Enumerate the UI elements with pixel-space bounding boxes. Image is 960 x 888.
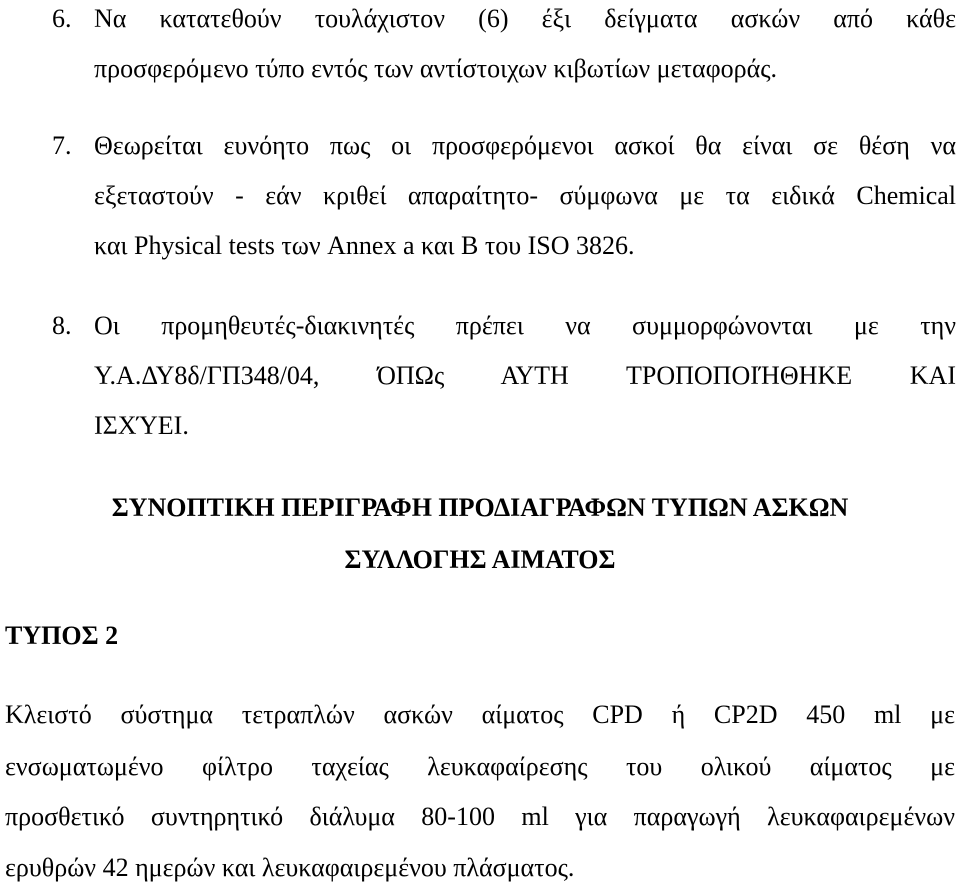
list-item-line: ΙΣΧΎΕΙ.: [94, 411, 189, 440]
list-item-number: 8.: [52, 311, 72, 340]
description-line: προσθετικό συντηρητικό διάλυμα 80-100 ml για παραγωγή λευκαφαιρεμένων: [5, 802, 955, 831]
type-title: ΤΥΠΟΣ 2: [5, 621, 119, 650]
list-item-number: 7.: [52, 131, 72, 160]
list-item-number: 6.: [52, 4, 72, 33]
list-item-line: Υ.Α.ΔΥ8δ/ΓΠ348/04, ΌΠΩς ΑΥΤΗ ΤΡΟΠΟΠΟΙΉΘΗΚΕ ΚΑΙ: [94, 361, 956, 390]
list-item-line: εξεταστούν - εάν κριθεί απαραίτητο- σύμφωνα με τα ειδικά Chemical: [94, 181, 956, 210]
list-item-line: προσφερόμενο τύπο εντός των αντίστοιχων κιβωτίων μεταφοράς.: [94, 54, 778, 83]
section-heading-line-1: ΣΥΝΟΠΤΙΚΗ ΠΕΡΙΓΡΑΦΗ ΠΡΟΔΙΑΓΡΑΦΩΝ ΤΥΠΩΝ ΑΣΚΩΝ: [111, 493, 849, 522]
section-heading-line-2: ΣΥΛΛΟΓΗΣ ΑΙΜΑΤΟΣ: [344, 545, 616, 574]
list-item-line: και Physical tests των Annex a και B του ISO 3826.: [94, 231, 635, 260]
description-line: Κλειστό σύστημα τετραπλών ασκών αίματος CPD ή CP2D 450 ml με: [5, 700, 955, 729]
description-line: ενσωματωμένο φίλτρο ταχείας λευκαφαίρεσης του ολικού αίματος με: [5, 752, 955, 781]
list-item-line: Θεωρείται ευνόητο πως οι προσφερόμενοι ασκοί θα είναι σε θέση να: [94, 131, 956, 160]
list-item-line: Να κατατεθούν τουλάχιστον (6) έξι δείγματα ασκών από κάθε: [94, 4, 956, 33]
description-line: ερυθρών 42 ημερών και λευκαφαιρεμένου πλάσματος.: [5, 853, 575, 882]
list-item-line: Οι προμηθευτές-διακινητές πρέπει να συμμορφώνονται με την: [94, 311, 956, 340]
